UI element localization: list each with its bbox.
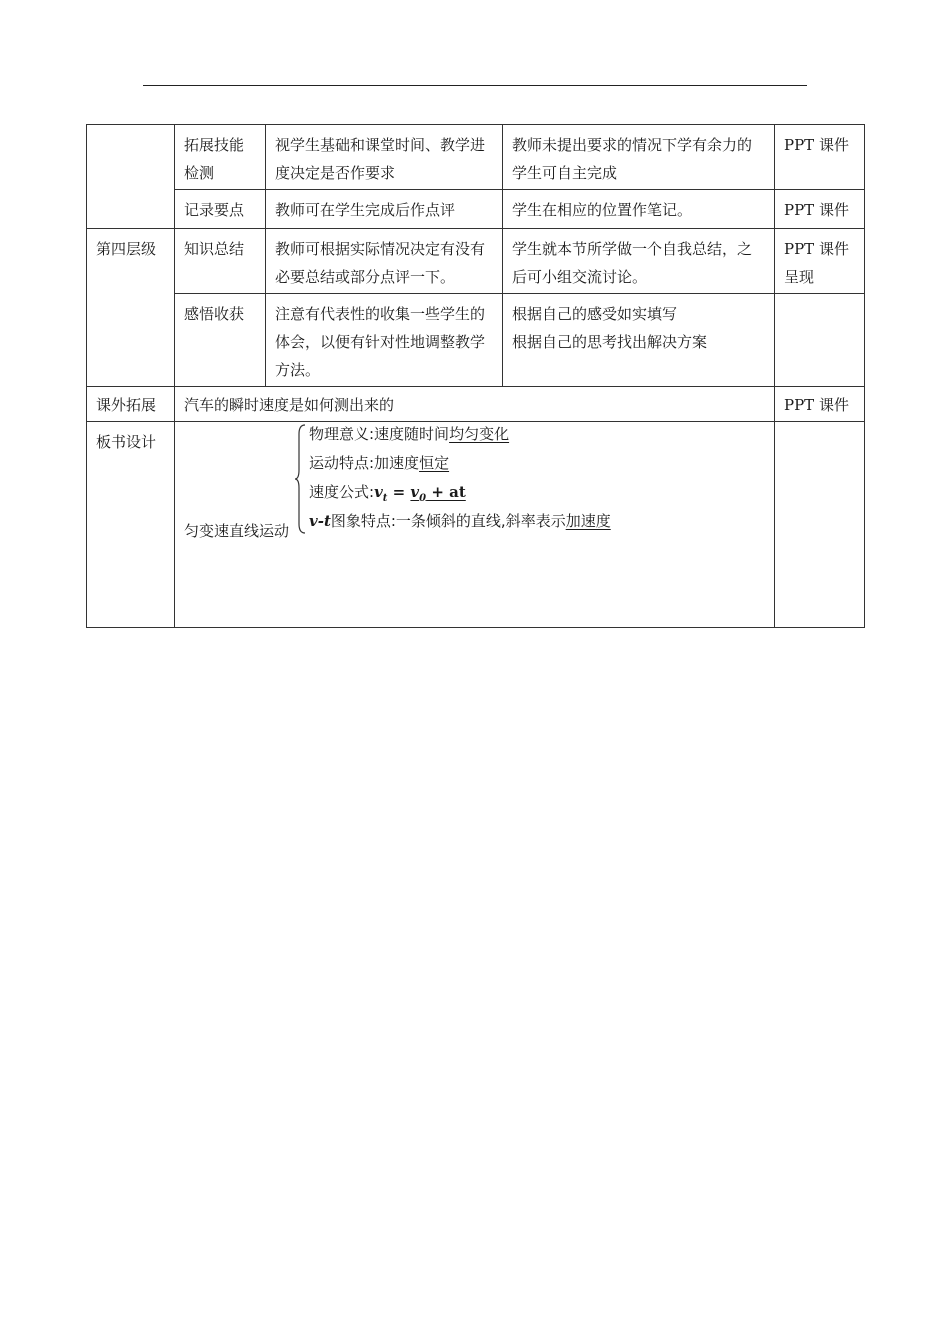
table-row	[87, 387, 865, 422]
table-row	[87, 422, 865, 628]
board-line-text: 图象特点:一条倾斜的直线,斜率表示	[330, 512, 566, 530]
media-cell	[775, 294, 865, 387]
extension-label-cell: 课外拓展	[87, 387, 175, 422]
board-outline	[309, 422, 611, 538]
board-line-underlined: 均匀变化	[449, 425, 510, 443]
student-activity-cell: 学生在相应的位置作笔记。	[503, 190, 775, 229]
step-cell: 知识总结	[175, 229, 266, 294]
level-cell: 第四层级	[87, 229, 175, 387]
student-activity-cell: 根据自己的感受如实填写 根据自己的思考找出解决方案	[503, 294, 775, 387]
media-cell: PPT 课件 呈现	[775, 229, 865, 294]
board-line-motion-feature	[309, 451, 611, 480]
board-line-text: 运动特点:加速度	[309, 454, 420, 472]
level-cell	[87, 125, 175, 229]
media-cell	[775, 422, 865, 628]
board-topic: 匀变速直线运动	[184, 522, 290, 540]
header-rule	[143, 85, 807, 86]
lesson-plan-table	[86, 124, 865, 628]
teacher-activity-cell: 教师可在学生完成后作点评	[266, 190, 503, 229]
student-activity-cell: 学生就本节所学做一个自我总结，之后可小组交流讨论。	[503, 229, 775, 294]
step-cell: 感悟收获	[175, 294, 266, 387]
board-line-text: 物理意义:速度随时间	[309, 425, 450, 443]
media-cell: PPT 课件	[775, 125, 865, 190]
board-line-underlined: 恒定	[419, 454, 450, 472]
board-line-physical-meaning	[309, 422, 611, 451]
table-row	[87, 229, 865, 294]
teacher-activity-cell: 教师可根据实际情况决定有没有必要总结或部分点评一下。	[266, 229, 503, 294]
media-cell: PPT 课件	[775, 387, 865, 422]
media-cell: PPT 课件	[775, 190, 865, 229]
board-line-text: 速度公式:	[309, 483, 375, 501]
vt-symbol: v-t	[309, 512, 331, 530]
step-cell: 拓展技能 检测	[175, 125, 266, 190]
student-activity-cell: 教师未提出要求的情况下学有余力的学生可自主完成	[503, 125, 775, 190]
step-cell: 记录要点	[175, 190, 266, 229]
board-line-velocity-formula	[309, 480, 611, 509]
board-line-graph-feature	[309, 509, 611, 538]
table-row	[87, 125, 865, 190]
board-design-cell	[175, 422, 775, 628]
brace-icon	[294, 424, 306, 534]
table-row	[87, 294, 865, 387]
extension-content-cell: 汽车的瞬时速度是如何测出来的	[175, 387, 775, 422]
teacher-activity-cell: 注意有代表性的收集一些学生的体会，以便有针对性地调整教学方法。	[266, 294, 503, 387]
teacher-activity-cell: 视学生基础和课堂时间、教学进度决定是否作要求	[266, 125, 503, 190]
board-label-cell: 板书设计	[87, 422, 175, 628]
table-row	[87, 190, 865, 229]
velocity-formula: $v_t = v_0$ + at	[374, 483, 466, 504]
board-line-underlined: 加速度	[565, 512, 611, 530]
